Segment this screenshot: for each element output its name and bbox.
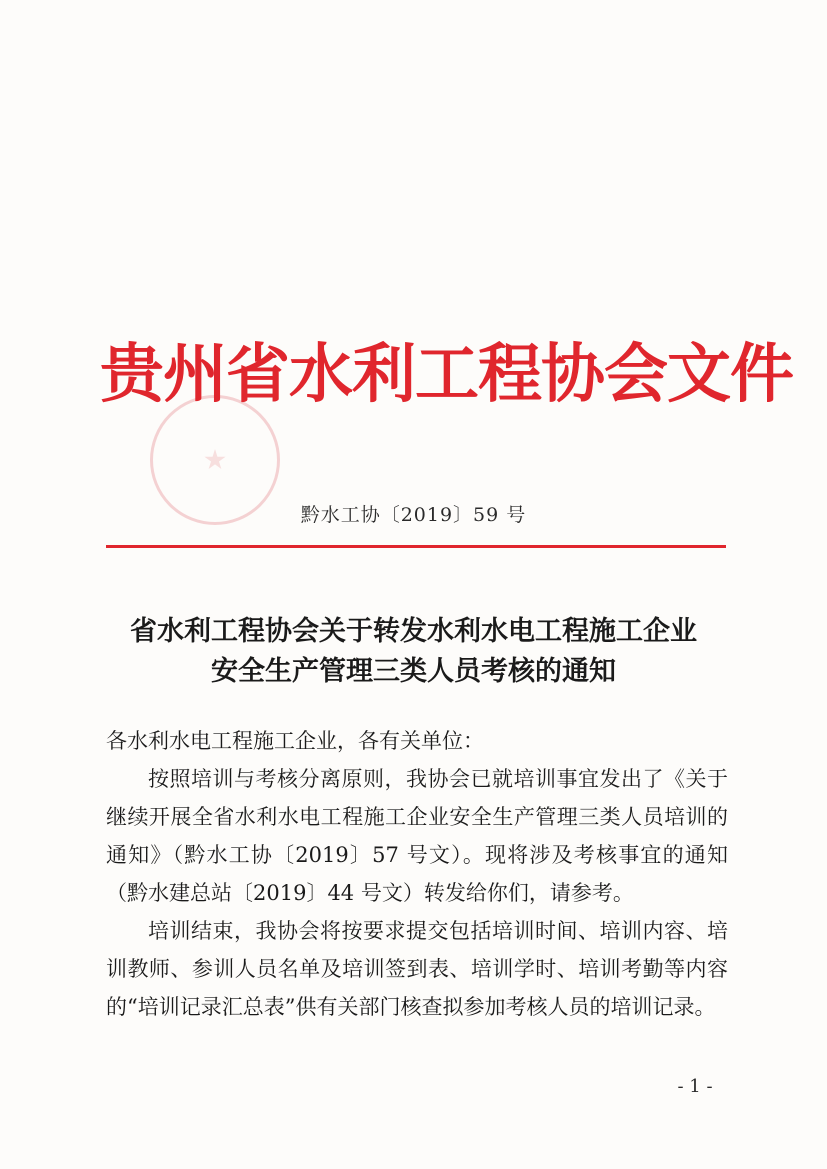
body-paragraph-1: 按照培训与考核分离原则，我协会已就培训事宜发出了《关于继续开展全省水利水电工程施工企业安全生产管理三类人员培训的通知》（黔水工协〔2019〕57 号文）。现将涉及考核事宜的通知（黔水建总站〔2019〕44 号文）转发给你们，请参考。	[106, 767, 728, 905]
notice-title-line-1: 省水利工程协会关于转发水利水电工程施工企业	[130, 616, 697, 647]
notice-title-line-2: 安全生产管理三类人员考核的通知	[211, 656, 616, 687]
notice-title	[90, 612, 737, 692]
header-divider	[106, 545, 726, 548]
document-number: 黔水工协〔2019〕59 号	[300, 504, 527, 526]
notice-body	[106, 722, 728, 1026]
document-header-title: 贵州省水利工程协会文件	[100, 338, 793, 412]
body-paragraph-2: 培训结束，我协会将按要求提交包括培训时间、培训内容、培训教师、参训人员名单及培训签到表、培训学时、培训考勤等内容的“培训记录汇总表”供有关部门核查拟参加考核人员的培训记录。	[106, 919, 728, 1019]
salutation: 各水利水电工程施工企业，各有关单位：	[106, 729, 484, 753]
page-number: - 1 -	[677, 1076, 713, 1097]
